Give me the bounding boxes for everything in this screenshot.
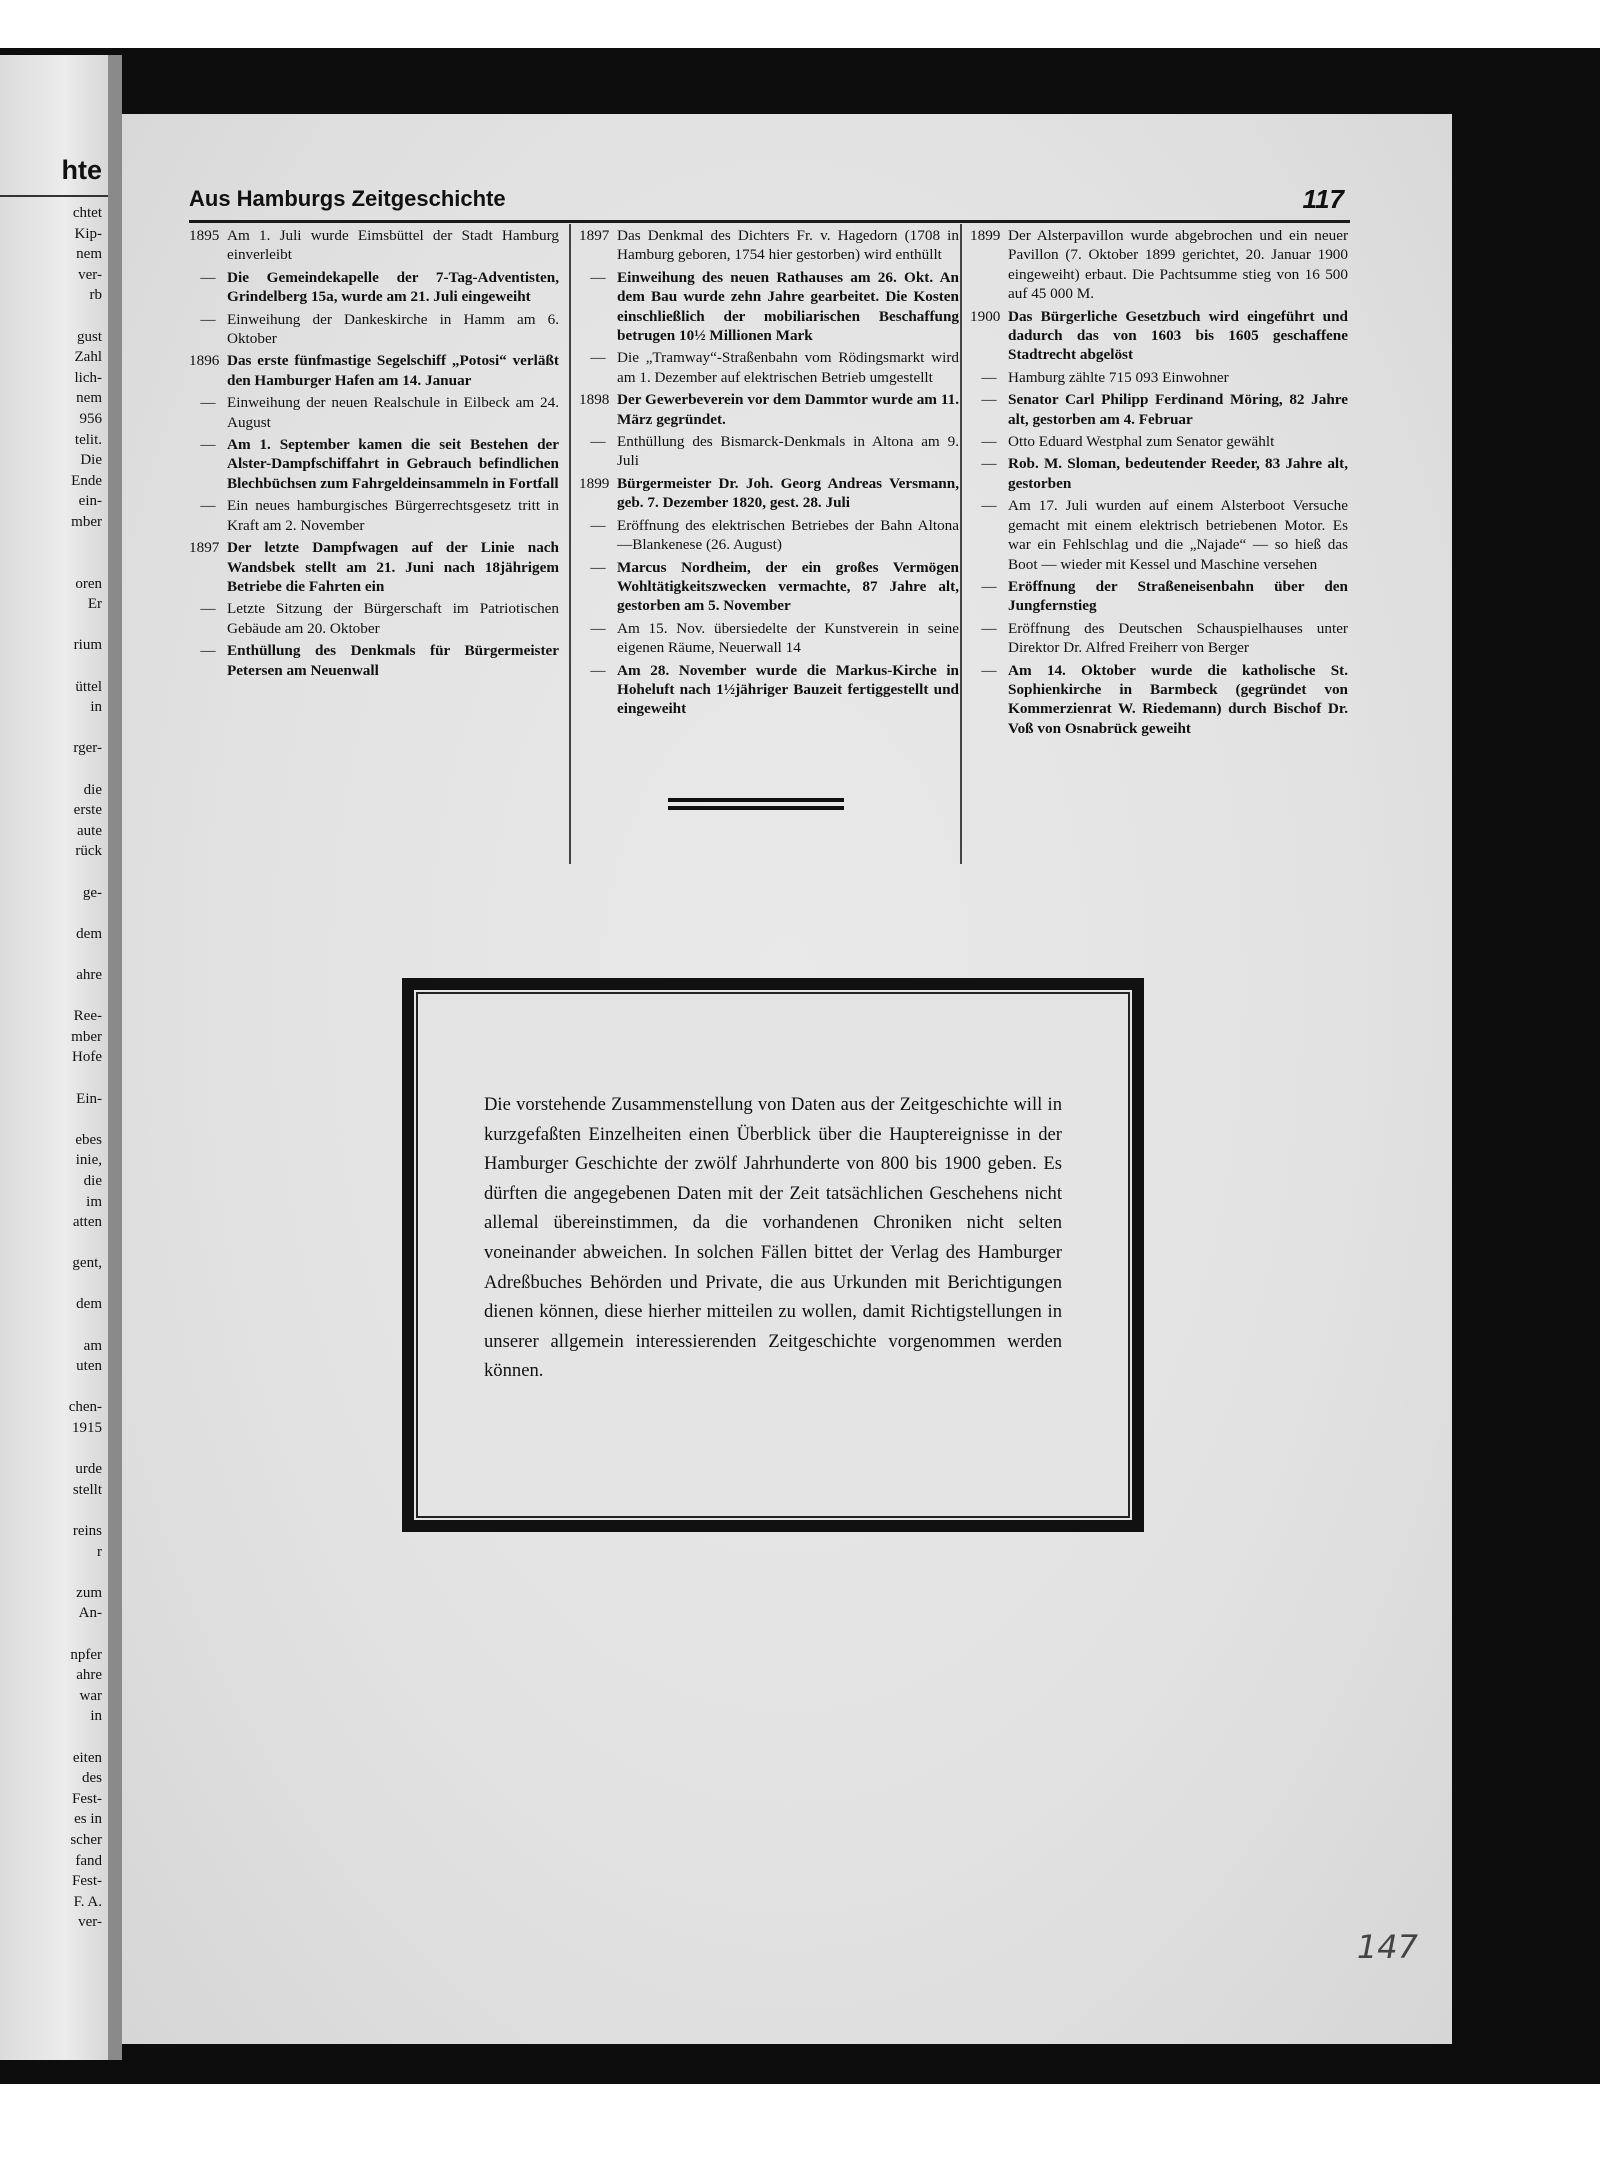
- left-page-line: F. A.: [73, 1893, 102, 1910]
- left-page-text: [69, 203, 102, 1933]
- entry-year: 1895: [189, 227, 220, 244]
- chronicle-entry: [579, 432, 959, 471]
- left-page-line: Ree-: [73, 1008, 102, 1025]
- entry-text: Bürgermeister Dr. Joh. Georg Andreas Versmann, geb. 7. Dezember 1820, gest. 28. Juli: [617, 474, 959, 512]
- chronicle-entry: [189, 435, 559, 493]
- left-page-line: telit.: [74, 431, 102, 448]
- left-page-line: [69, 1274, 102, 1295]
- entry-year: —: [981, 661, 997, 679]
- left-page-line: stellt: [72, 1481, 102, 1498]
- left-page-line: mber: [71, 513, 102, 530]
- left-page-line: npfer: [70, 1646, 102, 1663]
- entry-text: Enthüllung des Denkmals für Bürgermeister Petersen am Neuenwall: [227, 642, 559, 679]
- left-page-line: chtet: [72, 205, 102, 221]
- entry-year: —: [200, 642, 216, 660]
- entry-year: —: [981, 619, 997, 637]
- chronicle-entry: [189, 496, 559, 535]
- left-page-line: Fest-: [72, 1873, 102, 1890]
- left-page-line: mber: [71, 1028, 102, 1045]
- chronicle-entry: [970, 390, 1348, 429]
- left-page-line: [69, 533, 102, 554]
- chronicle-entry: [189, 226, 559, 265]
- left-page-line: scher: [70, 1831, 102, 1848]
- entry-year: 1900: [970, 307, 1001, 325]
- left-page-line: Fest-: [72, 1790, 102, 1807]
- entry-year: —: [590, 558, 606, 576]
- left-page-line: am: [83, 1337, 102, 1354]
- left-page-line: inie,: [75, 1152, 102, 1169]
- chronicle-entry: [970, 226, 1348, 304]
- entry-year: —: [200, 310, 216, 328]
- chronicle-column-2: [579, 226, 959, 722]
- entry-year: —: [590, 619, 606, 637]
- entry-text: Einweihung des neuen Rathauses am 26. Okt. An dem Bau wurde zehn Jahre gearbeitet. Die Kosten einschließlich der mobiliarischen Beschaffung betrugen 10½ Millionen Mark: [617, 268, 959, 345]
- left-page-line: Hofe: [72, 1049, 102, 1066]
- left-page-line: erste: [73, 802, 102, 819]
- left-page-line: [69, 306, 102, 327]
- chronicle-entry: [189, 268, 559, 307]
- entry-text: Der letzte Dampfwagen auf der Linie nach Wandsbek stellt am 21. Juni nach 18jährigem Betriebe die Fahrten ein: [227, 539, 559, 595]
- entry-year: —: [981, 391, 997, 409]
- left-page-line: [69, 986, 102, 1007]
- left-page-line: Er: [87, 596, 102, 613]
- chronicle-entry: [970, 432, 1348, 451]
- left-page-line: [69, 759, 102, 780]
- notice-box: [402, 978, 1144, 1532]
- notice-text: Die vorstehende Zusammenstellung von Daten aus der Zeitgeschichte will in kurzgefaßten Einzelheiten einen Überblick über die Hauptereignisse in der Hamburger Geschichte der zwölf Jahrhunderte von 800 bis 1900 geben. Es dürften die angegebenen Daten mit der Zeit tatsächlichen Geschehens nicht allemal übereinstimmen, da die vorhandenen Chroniken nicht selten voneinander abweichen. In solchen Fällen bittet der Verlag des Hamburger Adreßbuches Behörden und Private, die aus Urkunden mit Berichtigungen dienen können, diese hierher mitteilen zu wollen, damit Richtigstellungen in unserer allgemein interessierenden Zeitgeschichte vorgenommen werden können.: [484, 1094, 1062, 1382]
- chronicle-entry: [189, 310, 559, 349]
- left-page-line: r: [97, 1543, 102, 1560]
- entry-year: —: [590, 516, 606, 534]
- chronicle-entry: [579, 558, 959, 616]
- left-page-line: fand: [75, 1852, 102, 1869]
- left-page-line: [69, 862, 102, 883]
- entry-text: Am 14. Oktober wurde die katholische St. Sophienkirche in Barmbeck (gegründet von Kommerzienrat W. Riedemann) durch Bischof Dr. Voß von Osnabrück geweiht: [1008, 661, 1348, 737]
- entry-text: Die „Tramway“-Straßenbahn vom Rödingsmarkt wird am 1. Dezember auf elektrischen Betrieb umgestellt: [617, 349, 959, 386]
- entry-text: Hamburg zählte 715 093 Einwohner: [1008, 368, 1229, 386]
- entry-text: Rob. M. Sloman, bedeutender Reeder, 83 Jahre alt, gestorben: [1008, 455, 1348, 492]
- left-page-line: ein-: [78, 493, 102, 510]
- left-page-line: An-: [78, 1605, 102, 1622]
- left-page-line: dem: [76, 925, 102, 942]
- entry-text: Der Alsterpavillon wurde abgebrochen und ein neuer Pavillon (7. Oktober 1899 gerichtet, 20. Januar 1900 eingeweiht) erbaut. Die Pachtsumme stieg von 16 500 auf 45 000 M.: [1008, 227, 1348, 303]
- left-page-line: Ein-: [76, 1090, 102, 1107]
- left-page-line: rium: [73, 637, 102, 654]
- chronicle-entry: [189, 641, 559, 680]
- page: [122, 114, 1452, 2044]
- entry-year: —: [590, 268, 606, 286]
- entry-text: Der Gewerbeverein vor dem Dammtor wurde am 11. März gegründet.: [617, 391, 959, 428]
- left-page-line: ge-: [82, 884, 102, 901]
- entry-text: Enthüllung des Bismarck-Denkmals in Altona am 9. Juli: [617, 433, 959, 470]
- left-page-line: reins: [72, 1523, 102, 1539]
- running-head: [189, 186, 1344, 214]
- chronicle-entry: [579, 661, 959, 719]
- entry-text: Marcus Nordheim, der ein großes Vermögen Wohltätigkeitszwecken vermachte, 87 Jahre alt, gestorben am 5. November: [617, 558, 959, 615]
- entry-text: Am 17. Juli wurden auf einem Alsterboot Versuche gemacht mit einem elektrisch betriebenen Motor. Es war ein Fehlschlag und die „Najade“ — so hieß das Boot — wieder mit Kessel und Maschine versehen: [1008, 497, 1348, 573]
- left-page-line: ver-: [78, 266, 102, 283]
- left-page-line: [69, 1727, 102, 1748]
- entry-year: —: [981, 433, 997, 451]
- left-page-line: 956: [79, 410, 102, 427]
- left-page-line: gust: [76, 328, 102, 345]
- chronicle-entry: [189, 599, 559, 638]
- chronicle-entry: [970, 619, 1348, 658]
- entry-text: Am 1. Juli wurde Eimsbüttel der Stadt Hamburg einverleibt: [227, 227, 559, 264]
- left-page-line: [69, 718, 102, 739]
- left-page-line: in: [90, 699, 102, 716]
- entry-year: 1897: [579, 227, 610, 244]
- left-page-line: [69, 615, 102, 636]
- chronicle-entry: [189, 351, 559, 390]
- left-page-line: [69, 656, 102, 677]
- left-page-line: rb: [89, 287, 102, 304]
- left-page-line: ahre: [76, 966, 102, 983]
- entry-year: —: [981, 577, 997, 595]
- entry-text: Am 28. November wurde die Markus-Kirche in Hoheluft nach 1½jähriger Bauzeit fertiggestellt und eingeweiht: [617, 661, 959, 718]
- chronicle-entry: [579, 474, 959, 513]
- entry-year: —: [981, 497, 997, 515]
- left-page-line: war: [79, 1687, 102, 1704]
- left-page-line: oren: [75, 575, 102, 592]
- column-divider: [569, 224, 571, 864]
- left-page-line: im: [86, 1193, 102, 1210]
- left-page-line: urde: [75, 1461, 102, 1478]
- entry-year: —: [590, 349, 606, 367]
- left-page-line: ahre: [76, 1667, 102, 1684]
- entry-text: Senator Carl Philipp Ferdinand Möring, 82 Jahre alt, gestorben am 4. Februar: [1008, 391, 1348, 428]
- handwritten-page-number: 147: [1356, 1928, 1418, 1966]
- left-page-line: die: [83, 1172, 102, 1189]
- left-page-rule: [0, 195, 108, 197]
- left-page-line: aute: [77, 822, 102, 839]
- left-page-line: [69, 1109, 102, 1130]
- entry-text: Am 15. Nov. übersiedelte der Kunstverein in seine eigenen Räume, Neuerwall 14: [617, 619, 959, 657]
- chronicle-entry: [189, 393, 559, 432]
- left-page-line: lich-: [74, 369, 102, 386]
- entry-text: Eröffnung des Deutschen Schauspielhauses unter Direktor Dr. Alfred Freiherr von Berger: [1008, 619, 1348, 657]
- page-number: 117: [1302, 184, 1344, 214]
- entry-text: Am 1. September kamen die seit Bestehen der Alster-Dampfschiffahrt in Gebrauch befindlichen Blechbüchsen zum Fahrgeldeinsammeln in Fortfall: [227, 436, 559, 492]
- chronicle-column-1: [189, 226, 559, 683]
- entry-year: —: [981, 368, 997, 386]
- entry-year: 1899: [970, 227, 1001, 244]
- left-page-line: ebes: [75, 1131, 102, 1148]
- left-page-line: rger-: [73, 740, 102, 757]
- entry-year: 1898: [579, 391, 610, 409]
- entry-text: Das erste fünfmastige Segelschiff „Potosi“ verläßt den Hamburger Hafen am 14. Januar: [227, 352, 559, 389]
- left-page-line: eiten: [72, 1749, 102, 1766]
- left-page-line: nem: [76, 390, 102, 407]
- entry-year: 1899: [579, 474, 610, 492]
- book-gutter: [108, 55, 122, 2060]
- entry-text: Ein neues hamburgisches Bürgerrechtsgesetz tritt in Kraft am 2. November: [227, 497, 559, 534]
- left-page-line: [69, 1500, 102, 1521]
- entry-year: —: [590, 661, 606, 679]
- entry-text: Eröffnung des elektrischen Betriebes der Bahn Altona—Blankenese (26. August): [617, 516, 959, 554]
- chronicle-entry: [189, 538, 559, 596]
- chronicle-entry: [579, 348, 959, 387]
- left-page-line: gent,: [72, 1255, 102, 1272]
- entry-year: —: [590, 433, 606, 451]
- entry-text: Das Denkmal des Dichters Fr. v. Hagedorn (1708 in Hamburg geboren, 1754 hier gestorben) wird enthüllt: [617, 227, 959, 264]
- chronicle-entry: [970, 661, 1348, 739]
- separator-rule: [668, 806, 844, 810]
- entry-year: 1897: [189, 539, 220, 557]
- entry-text: Eröffnung der Straßeneisenbahn über den Jungfernstieg: [1008, 577, 1348, 615]
- left-page-line: [69, 944, 102, 965]
- left-page-line: [69, 1562, 102, 1583]
- left-page-line: [69, 903, 102, 924]
- chronicle-entry: [970, 307, 1348, 365]
- left-page-line: Kip-: [74, 225, 102, 242]
- chronicle-entry: [579, 390, 959, 429]
- left-page-line: [69, 1624, 102, 1645]
- left-page-line: uten: [76, 1358, 102, 1375]
- entry-text: Das Bürgerliche Gesetzbuch wird eingeführt und dadurch das von 1603 bis 1605 geschaffene Stadtrecht abgelöst: [1008, 307, 1348, 364]
- chronicle-column-3: [970, 226, 1348, 741]
- left-page-line: es in: [74, 1811, 102, 1828]
- entry-year: —: [200, 268, 216, 286]
- entry-text: Letzte Sitzung der Bürgerschaft im Patriotischen Gebäude am 20. Oktober: [227, 600, 559, 637]
- chronicle-entry: [579, 268, 959, 346]
- chronicle-entry: [970, 368, 1348, 387]
- left-page-line: [69, 553, 102, 574]
- entry-year: —: [200, 497, 216, 515]
- left-page-line: 1915: [72, 1420, 102, 1437]
- entry-year: —: [981, 455, 997, 473]
- entry-year: —: [200, 436, 216, 454]
- chronicle-entry: [579, 619, 959, 658]
- page-title: Aus Hamburgs Zeitgeschichte: [189, 186, 506, 211]
- left-page-line: ver-: [78, 1914, 102, 1931]
- left-page-line: [69, 1068, 102, 1089]
- left-page-line: Die: [80, 452, 102, 469]
- left-page-line: chen-: [68, 1399, 102, 1416]
- left-page-edge: [0, 55, 108, 2060]
- entry-text: Einweihung der Dankeskirche in Hamm am 6. Oktober: [227, 310, 559, 348]
- left-page-line: [69, 1439, 102, 1460]
- left-page-line: [69, 1233, 102, 1254]
- left-page-heading: hte: [61, 155, 102, 185]
- entry-text: Die Gemeindekapelle der 7-Tag-Adventisten, Grindelberg 15a, wurde am 21. Juli eingeweiht: [227, 268, 559, 306]
- entry-text: Einweihung der neuen Realschule in Eilbeck am 24. August: [227, 394, 559, 431]
- left-page-line: nem: [76, 246, 102, 263]
- header-rule: [189, 220, 1350, 223]
- column-divider: [960, 224, 962, 864]
- chronicle-entry: [579, 516, 959, 555]
- left-page-line: rück: [75, 843, 102, 860]
- left-page-line: Ende: [71, 472, 102, 489]
- left-page-line: atten: [72, 1214, 102, 1231]
- left-page-line: [69, 1377, 102, 1398]
- left-page-line: zum: [76, 1584, 102, 1601]
- entry-text: Otto Eduard Westphal zum Senator gewählt: [1008, 433, 1275, 451]
- entry-year: —: [200, 600, 216, 618]
- chronicle-entry: [579, 226, 959, 265]
- left-page-line: in: [90, 1708, 102, 1725]
- separator-rule: [668, 798, 844, 802]
- left-page-line: die: [83, 781, 102, 798]
- chronicle-entry: [970, 496, 1348, 574]
- left-page-line: dem: [76, 1296, 102, 1313]
- left-page-line: üttel: [75, 678, 102, 695]
- chronicle-entry: [970, 454, 1348, 493]
- left-page-line: des: [82, 1770, 102, 1787]
- entry-year: —: [200, 394, 216, 412]
- chronicle-entry: [970, 577, 1348, 616]
- left-page-line: Zahl: [74, 349, 102, 366]
- entry-year: 1896: [189, 352, 220, 370]
- left-page-line: [69, 1315, 102, 1336]
